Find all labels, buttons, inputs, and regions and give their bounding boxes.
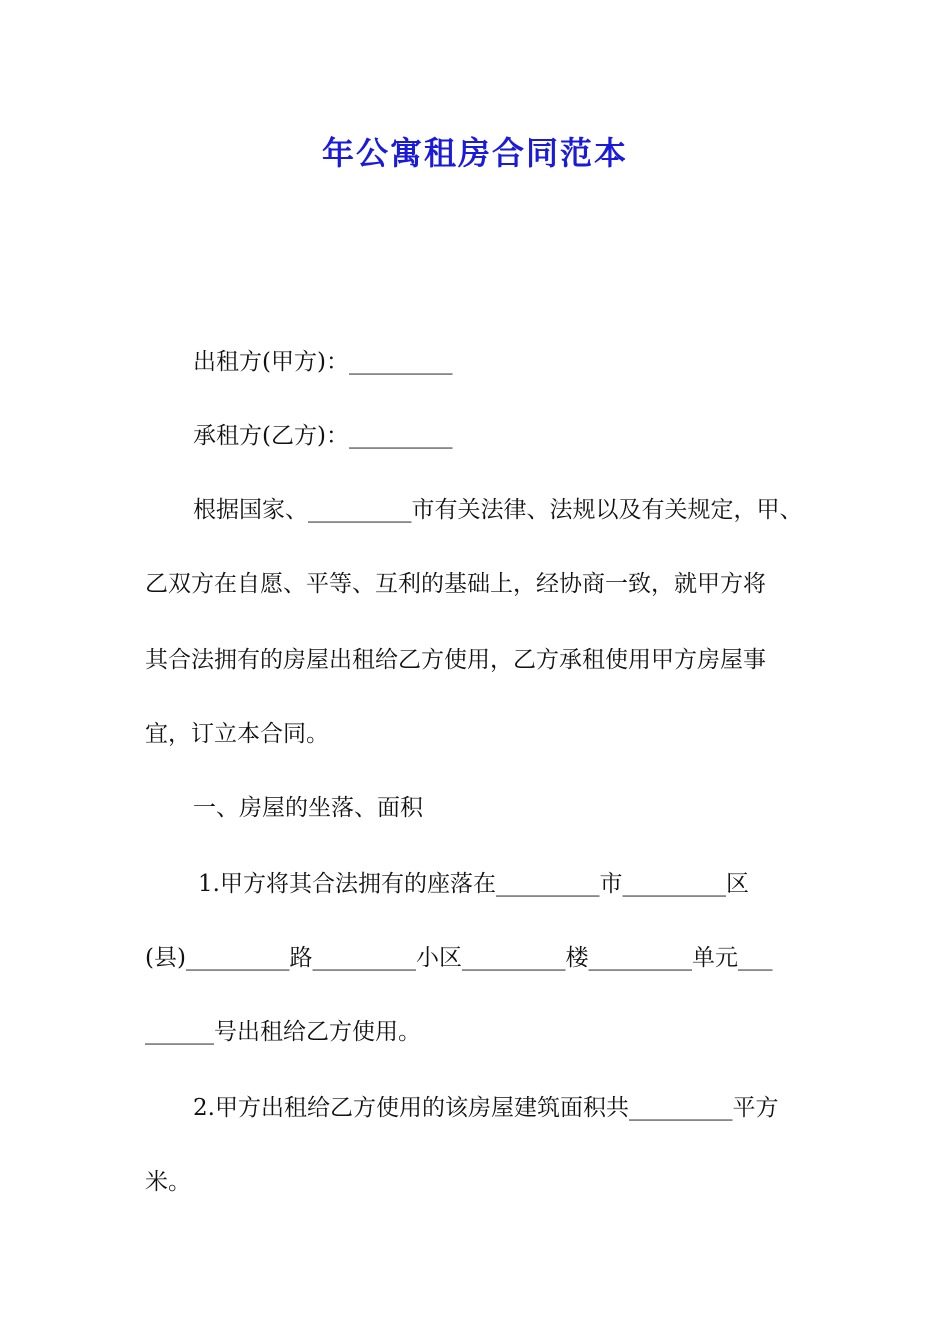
preamble-line-4: 宜，订立本合同。 xyxy=(145,721,329,747)
clause-1-line-2: (县)_________路_________小区_________楼_________单元___ xyxy=(145,945,773,971)
clause-1-line-3: ______号出租给乙方使用。 xyxy=(145,1019,421,1045)
document-title: 年公寓租房合同范本 xyxy=(321,134,628,172)
clause-1-line-1: 1.甲方将其合法拥有的座落在_________市_________区 xyxy=(198,871,749,897)
clause-2-line-1: 2.甲方出租给乙方使用的该房屋建筑面积共_________平方 xyxy=(193,1095,779,1121)
preamble-line-3: 其合法拥有的房屋出租给乙方使用，乙方承租使用甲方房屋事 xyxy=(145,647,766,673)
section-heading-1: 一、房屋的坐落、面积 xyxy=(193,795,423,821)
preamble-line-2: 乙双方在自愿、平等、互利的基础上，经协商一致，就甲方将 xyxy=(145,571,766,597)
clause-2-line-2: 米。 xyxy=(145,1169,191,1195)
preamble-line-1: 根据国家、_________市有关法律、法规以及有关规定，甲、 xyxy=(193,497,803,523)
lessor-line: 出租方(甲方)：_________ xyxy=(193,349,453,375)
lessee-line: 承租方(乙方)：_________ xyxy=(193,423,453,449)
